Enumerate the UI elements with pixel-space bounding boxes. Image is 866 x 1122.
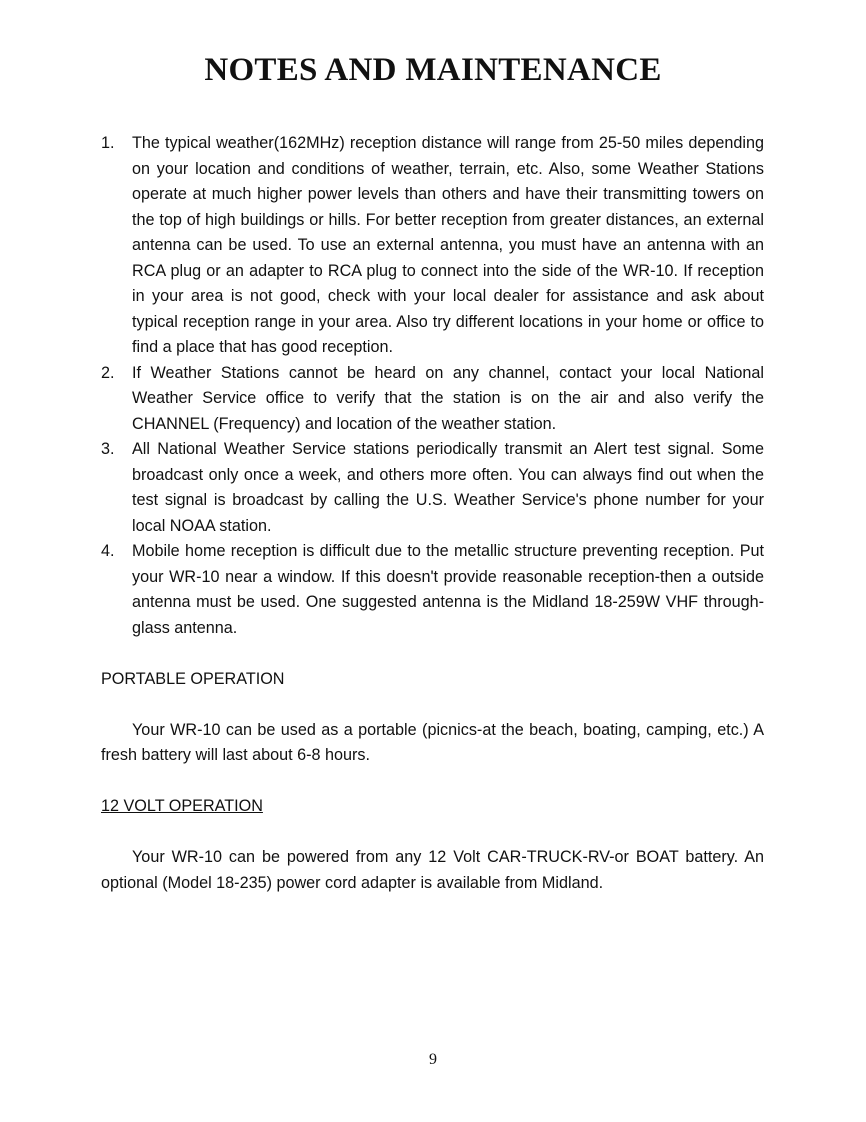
portable-operation-text: Your WR-10 can be used as a portable (picnics-at the beach, boating, camping, etc.) A fresh battery will last about 6-8 hours. [101,720,764,764]
note-item [101,539,764,641]
note-number: 2. [101,363,115,382]
note-number: 4. [101,542,115,560]
note-text: Mobile home reception is difficult due to the metallic structure preventing reception. Put your WR-10 near a window. If this doesn't provide reasonable reception-then a outside antenna must be used. One suggested antenna is the Midland 18-259W VHF through-glass antenna. [132,542,764,637]
page-content [101,131,764,896]
note-item [101,361,764,438]
note-number: 3. [101,440,115,458]
note-number: 1. [101,134,115,152]
note-text: If Weather Stations cannot be heard on any channel, contact your local National Weather Service office to verify that the station is on the air and also verify the CHANNEL (Frequency) and location of the weather station. [132,363,764,433]
note-text: The typical weather(162MHz) reception distance will range from 25-50 miles depending on your location and conditions of weather, terrain, etc. Also, some Weather Stations operate at much higher power levels than others and have their transmitting towers on the top of high buildings or hills. For better reception from greater distances, an external antenna can be used. To use an external antenna, you must have an antenna with an RCA plug or an adapter to RCA plug to connect into the side of the WR-10. If reception in your area is not good, check with your local dealer for assistance and ask about typical reception range in your area. Also try different locations in your home or office to find a place that has good reception. [132,134,764,356]
notes-list [101,131,764,641]
note-item [101,437,764,539]
note-item [101,131,764,361]
portable-operation-heading: PORTABLE OPERATION [101,669,285,688]
page-number: 9 [429,1051,437,1068]
page-title: NOTES AND MAINTENANCE [204,52,662,88]
twelve-volt-operation-heading: 12 VOLT OPERATION [101,797,263,815]
twelve-volt-operation-text: Your WR-10 can be powered from any 12 Volt CAR-TRUCK-RV-or BOAT battery. An optional (Model 18-235) power cord adapter is available from Midland. [101,848,764,892]
note-text: All National Weather Service stations periodically transmit an Alert test signal. Some broadcast only once a week, and others more often. You can always find out when the test signal is broadcast by calling the U.S. Weather Service's phone number for your local NOAA station. [132,440,764,535]
